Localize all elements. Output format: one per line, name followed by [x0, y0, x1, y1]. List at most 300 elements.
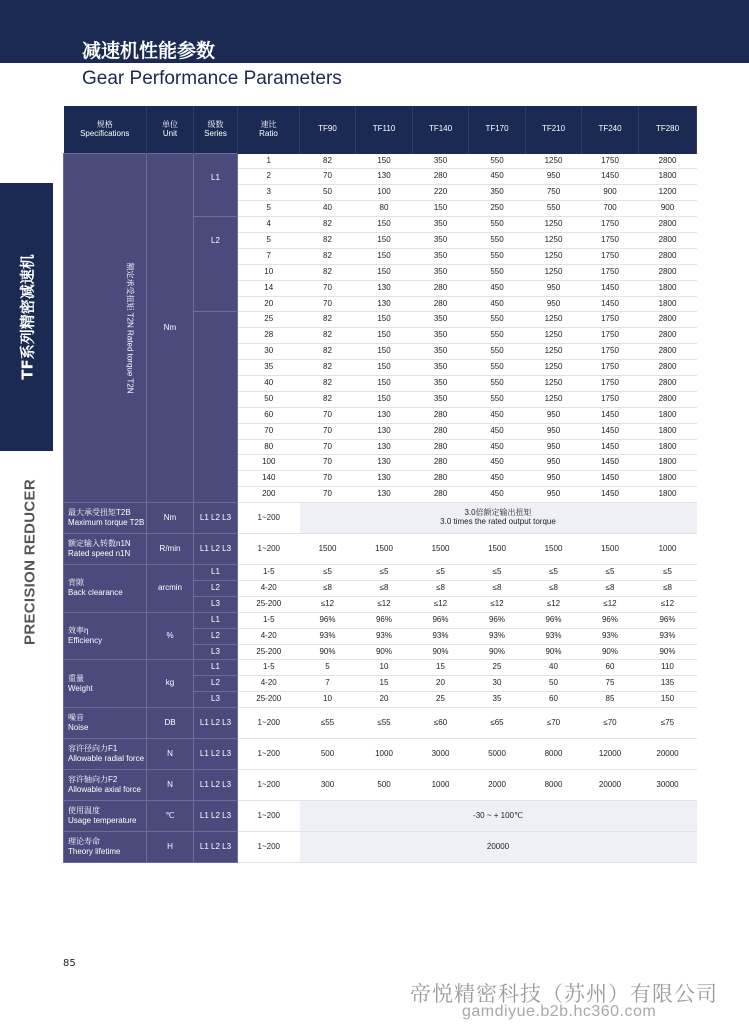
value-cell: ≤8 — [300, 580, 356, 596]
unit-cell: N — [147, 770, 194, 801]
value-cell: 450 — [469, 455, 526, 471]
value-cell: 82 — [300, 375, 356, 391]
series-cell: L3 — [194, 692, 238, 708]
value-cell: 82 — [300, 312, 356, 328]
header-model: TF280 — [639, 106, 697, 154]
value-cell: 350 — [413, 154, 469, 169]
row-label — [64, 770, 147, 801]
value-cell: 950 — [526, 280, 582, 296]
value-cell: 130 — [356, 280, 413, 296]
value-cell: 550 — [469, 328, 526, 344]
table-row — [64, 801, 697, 832]
value-cell: 90% — [356, 644, 413, 660]
value-cell: ≤12 — [300, 596, 356, 612]
series-cell: L1 L2 L3 — [194, 739, 238, 770]
value-cell: 130 — [356, 471, 413, 487]
value-cell: 2800 — [639, 217, 697, 233]
value-cell: 350 — [413, 391, 469, 407]
value-cell: 550 — [469, 248, 526, 264]
ratio-cell: 25-200 — [238, 596, 300, 612]
value-cell: 93% — [582, 628, 639, 644]
ratio-cell: 1~200 — [238, 770, 300, 801]
value-cell: 82 — [300, 248, 356, 264]
value-cell: 280 — [413, 471, 469, 487]
series-cell: L1 L2 L3 — [194, 832, 238, 863]
value-cell: 450 — [469, 296, 526, 312]
value-cell: 90% — [526, 644, 582, 660]
row-label-en: Maximum torque T2B — [68, 518, 145, 528]
value-cell: 82 — [300, 360, 356, 376]
value-cell: 40 — [300, 201, 356, 217]
value-cell: 96% — [356, 612, 413, 628]
header-spec: 规格 Specifications — [64, 106, 147, 154]
value-cell: 1500 — [526, 534, 582, 565]
ratio-cell: 25-200 — [238, 692, 300, 708]
value-cell: 900 — [582, 185, 639, 201]
value-cell: 550 — [469, 154, 526, 169]
value-cell: 450 — [469, 407, 526, 423]
value-cell: 350 — [413, 232, 469, 248]
value-cell: 93% — [413, 628, 469, 644]
value-cell: ≤65 — [469, 708, 526, 739]
value-cell: 8000 — [526, 739, 582, 770]
row-label — [64, 832, 147, 863]
value-cell: 150 — [639, 692, 697, 708]
row-label — [64, 565, 147, 613]
header-ratio: 速比 Ratio — [238, 106, 300, 154]
value-cell: 85 — [582, 692, 639, 708]
value-cell: ≤5 — [413, 565, 469, 581]
value-cell: 1800 — [639, 455, 697, 471]
series-cell: L1 — [194, 612, 238, 628]
value-cell: ≤8 — [639, 580, 697, 596]
value-cell: 1250 — [526, 312, 582, 328]
value-cell: 20000 — [639, 739, 697, 770]
value-cell: 220 — [413, 185, 469, 201]
value-cell: 1750 — [582, 248, 639, 264]
value-cell: 60 — [582, 660, 639, 676]
value-cell: 1250 — [526, 328, 582, 344]
value-cell: ≤55 — [356, 708, 413, 739]
value-cell: ≤12 — [413, 596, 469, 612]
value-cell: 15 — [356, 676, 413, 692]
row-label-en: Back clearance — [68, 588, 123, 598]
value-cell: 550 — [469, 375, 526, 391]
value-cell: 150 — [356, 248, 413, 264]
value-cell: 96% — [469, 612, 526, 628]
value-cell: 96% — [300, 612, 356, 628]
value-cell: 93% — [526, 628, 582, 644]
unit-cell: N — [147, 739, 194, 770]
value-cell: 350 — [413, 264, 469, 280]
row-label — [64, 612, 147, 660]
value-cell: 150 — [356, 264, 413, 280]
value-cell: 1250 — [526, 344, 582, 360]
value-cell: 450 — [469, 423, 526, 439]
row-label — [64, 708, 147, 739]
row-label-en: Theory lifetime — [68, 847, 121, 857]
value-cell: 1800 — [639, 423, 697, 439]
value-cell: 950 — [526, 471, 582, 487]
value-cell: 1800 — [639, 439, 697, 455]
ratio-cell: 5 — [238, 232, 300, 248]
row-label — [64, 503, 147, 534]
row-label-cn: 重量 — [68, 673, 84, 683]
value-cell: 2800 — [639, 312, 697, 328]
ratio-cell: 25 — [238, 312, 300, 328]
ratio-cell: 25-200 — [238, 644, 300, 660]
table-row — [64, 154, 697, 169]
value-cell: 90% — [300, 644, 356, 660]
value-cell: 150 — [356, 375, 413, 391]
row-label-en: Allowable radial force — [68, 754, 145, 764]
value-cell: 950 — [526, 487, 582, 503]
table-row — [64, 503, 697, 534]
value-cell: ≤75 — [639, 708, 697, 739]
value-cell: 40 — [526, 660, 582, 676]
value-cell: 450 — [469, 439, 526, 455]
header-model: TF110 — [356, 106, 413, 154]
ratio-cell: 5 — [238, 201, 300, 217]
ratio-cell: 60 — [238, 407, 300, 423]
value-cell: 93% — [356, 628, 413, 644]
value-cell: 2800 — [639, 154, 697, 169]
table-row — [64, 739, 697, 770]
value-cell: 70 — [300, 487, 356, 503]
value-cell: 1800 — [639, 296, 697, 312]
unit-cell: ℃ — [147, 801, 194, 832]
row-label-en: Allowable axial force — [68, 785, 141, 795]
value-cell: 150 — [356, 391, 413, 407]
row-label — [64, 534, 147, 565]
value-cell: 280 — [413, 296, 469, 312]
row-label-cn: 额定输入转数n1N — [68, 539, 131, 549]
value-cell: 93% — [639, 628, 697, 644]
value-cell: 900 — [639, 201, 697, 217]
value-cell: 5 — [300, 660, 356, 676]
rated-torque-label: 额定承受扭矩 T2N Rated torque T2N — [125, 262, 135, 394]
value-cell: 2800 — [639, 360, 697, 376]
value-cell: 350 — [413, 328, 469, 344]
ratio-cell: 20 — [238, 296, 300, 312]
value-cell: 70 — [300, 280, 356, 296]
row-label-cn: 效率η — [68, 626, 89, 636]
value-cell: 280 — [413, 169, 469, 185]
value-cell: 1450 — [582, 280, 639, 296]
header-series: 级数 Series — [194, 106, 238, 154]
value-cell: ≤5 — [639, 565, 697, 581]
value-cell: 20000 — [300, 832, 697, 863]
value-cell: 96% — [639, 612, 697, 628]
ratio-cell: 28 — [238, 328, 300, 344]
value-cell: 1250 — [526, 391, 582, 407]
ratio-cell: 1~200 — [238, 832, 300, 863]
series-cell: L2 — [194, 676, 238, 692]
value-cell: 500 — [300, 739, 356, 770]
value-cell: 130 — [356, 439, 413, 455]
value-cell: 70 — [300, 296, 356, 312]
value-cell: ≤12 — [526, 596, 582, 612]
value-cell: ≤8 — [582, 580, 639, 596]
value-cell: 550 — [469, 360, 526, 376]
value-cell: 130 — [356, 423, 413, 439]
value-cell: ≤8 — [413, 580, 469, 596]
header-model: TF210 — [526, 106, 582, 154]
watermark: gamdiyue.b2b.hc360.com — [462, 1003, 657, 1020]
value-cell: 1450 — [582, 487, 639, 503]
value-cell: 70 — [300, 455, 356, 471]
table-row — [64, 534, 697, 565]
value-cell: 280 — [413, 439, 469, 455]
value-cell: 2800 — [639, 232, 697, 248]
series-cell: L1 — [194, 154, 238, 217]
table-header-row — [64, 106, 697, 154]
value-cell: 80 — [356, 201, 413, 217]
series-cell: L1 L2 L3 — [194, 534, 238, 565]
page-title-en: Gear Performance Parameters — [82, 68, 342, 89]
value-cell: 350 — [413, 375, 469, 391]
company-name: 帝悦精密科技（苏州）有限公司 — [410, 982, 718, 1006]
header-model: TF140 — [413, 106, 469, 154]
value-cell: 1500 — [413, 534, 469, 565]
value-cell: 550 — [469, 232, 526, 248]
value-cell: ≤8 — [469, 580, 526, 596]
ratio-cell: 35 — [238, 360, 300, 376]
header-unit: 单位 Unit — [147, 106, 194, 154]
ratio-cell: 40 — [238, 375, 300, 391]
value-cell: 10 — [356, 660, 413, 676]
value-cell: 1000 — [413, 770, 469, 801]
value-cell — [300, 503, 697, 534]
value-cell: 450 — [469, 487, 526, 503]
ratio-cell: 1 — [238, 154, 300, 169]
ratio-cell: 14 — [238, 280, 300, 296]
value-cell: 1500 — [356, 534, 413, 565]
value-cell: 96% — [413, 612, 469, 628]
value-cell: 1450 — [582, 439, 639, 455]
value-cell: 1800 — [639, 487, 697, 503]
series-cell: L3 — [194, 644, 238, 660]
value-cell: 1750 — [582, 154, 639, 169]
value-cell: 2800 — [639, 264, 697, 280]
series-cell: L1 L2 L3 — [194, 708, 238, 739]
value-cell: 1250 — [526, 360, 582, 376]
value-cell: 25 — [469, 660, 526, 676]
ratio-cell: 1-5 — [238, 565, 300, 581]
series-cell: L2 — [194, 580, 238, 596]
value-cell: 25 — [413, 692, 469, 708]
row-label — [64, 660, 147, 708]
value-cell: 550 — [469, 344, 526, 360]
value-cell: ≤5 — [300, 565, 356, 581]
value-cell: 50 — [300, 185, 356, 201]
row-label-cn: 容许轴向力F2 — [68, 775, 118, 785]
value-cell: 2800 — [639, 391, 697, 407]
value-cell: 2800 — [639, 328, 697, 344]
value-cell: 950 — [526, 169, 582, 185]
table-row — [64, 565, 697, 581]
value-cell: 1500 — [300, 534, 356, 565]
row-label-cn: 容许径向力F1 — [68, 744, 118, 754]
ratio-cell: 1~200 — [238, 708, 300, 739]
value-cell: 350 — [469, 185, 526, 201]
value-cell: 1800 — [639, 407, 697, 423]
value-cell: 350 — [413, 344, 469, 360]
table-row — [64, 708, 697, 739]
value-cell: 8000 — [526, 770, 582, 801]
value-cell: 280 — [413, 280, 469, 296]
value-cell: 150 — [356, 217, 413, 233]
value-cell: 82 — [300, 264, 356, 280]
value-cell: 82 — [300, 344, 356, 360]
value-cell: 1250 — [526, 232, 582, 248]
max-torque-value-en: 3.0 times the rated output torque — [440, 517, 556, 527]
ratio-cell: 10 — [238, 264, 300, 280]
value-cell: 1000 — [639, 534, 697, 565]
value-cell: 1450 — [582, 407, 639, 423]
value-cell: 150 — [356, 328, 413, 344]
value-cell: 750 — [526, 185, 582, 201]
value-cell: 250 — [469, 201, 526, 217]
value-cell: 950 — [526, 423, 582, 439]
row-label-cn: 噪音 — [68, 713, 84, 723]
value-cell: 350 — [413, 248, 469, 264]
value-cell: ≤55 — [300, 708, 356, 739]
value-cell: 50 — [526, 676, 582, 692]
value-cell: 950 — [526, 439, 582, 455]
value-cell: 1800 — [639, 280, 697, 296]
value-cell: 130 — [356, 169, 413, 185]
value-cell: ≤8 — [356, 580, 413, 596]
value-cell: 150 — [356, 344, 413, 360]
value-cell: 82 — [300, 391, 356, 407]
value-cell: 1750 — [582, 264, 639, 280]
value-cell: 82 — [300, 217, 356, 233]
value-cell: ≤12 — [639, 596, 697, 612]
unit-cell: % — [147, 612, 194, 660]
value-cell: ≤8 — [526, 580, 582, 596]
series-cell: L3 — [194, 596, 238, 612]
ratio-cell: 80 — [238, 439, 300, 455]
series-cell: L1 L2 L3 — [194, 770, 238, 801]
value-cell: ≤12 — [356, 596, 413, 612]
value-cell: 7 — [300, 676, 356, 692]
header-model: TF240 — [582, 106, 639, 154]
ratio-cell: 70 — [238, 423, 300, 439]
value-cell: 350 — [413, 312, 469, 328]
row-label-cn: 理论寿命 — [68, 837, 100, 847]
value-cell: 82 — [300, 154, 356, 169]
value-cell: 550 — [469, 391, 526, 407]
value-cell: 150 — [356, 312, 413, 328]
value-cell: 150 — [413, 201, 469, 217]
value-cell: 96% — [526, 612, 582, 628]
value-cell: 1750 — [582, 344, 639, 360]
ratio-cell: 1~200 — [238, 534, 300, 565]
value-cell: 1450 — [582, 169, 639, 185]
value-cell: 2000 — [469, 770, 526, 801]
series-cell: L1 — [194, 660, 238, 676]
row-label — [64, 801, 147, 832]
value-cell: 93% — [300, 628, 356, 644]
ratio-cell: 30 — [238, 344, 300, 360]
unit-cell: DB — [147, 708, 194, 739]
value-cell: 300 — [300, 770, 356, 801]
ratio-cell: 4 — [238, 217, 300, 233]
series-cell: L2 — [194, 628, 238, 644]
row-label-rated-torque — [64, 154, 147, 503]
series-cell: L1 L2 L3 — [194, 503, 238, 534]
value-cell: 1250 — [526, 248, 582, 264]
value-cell: 70 — [300, 471, 356, 487]
side-title-en: PRECISION REDUCER — [21, 479, 39, 645]
ratio-cell: 1-5 — [238, 612, 300, 628]
value-cell: 90% — [639, 644, 697, 660]
value-cell: 110 — [639, 660, 697, 676]
value-cell: 1450 — [582, 423, 639, 439]
value-cell: ≤12 — [582, 596, 639, 612]
value-cell: 5000 — [469, 739, 526, 770]
ratio-cell: 1~200 — [238, 801, 300, 832]
value-cell: 700 — [582, 201, 639, 217]
series-cell — [194, 312, 238, 503]
side-title-cn: TF系列精密减速机 — [18, 254, 37, 380]
value-cell: 3000 — [413, 739, 469, 770]
table-row — [64, 832, 697, 863]
value-cell: 90% — [413, 644, 469, 660]
value-cell: 150 — [356, 232, 413, 248]
value-cell: 950 — [526, 455, 582, 471]
ratio-cell: 1~200 — [238, 739, 300, 770]
value-cell: 550 — [469, 312, 526, 328]
row-label-cn: 背隙 — [68, 578, 84, 588]
ratio-cell: 3 — [238, 185, 300, 201]
ratio-cell: 2 — [238, 169, 300, 185]
value-cell: ≤12 — [469, 596, 526, 612]
value-cell: 1500 — [469, 534, 526, 565]
unit-cell: R/min — [147, 534, 194, 565]
value-cell: 500 — [356, 770, 413, 801]
value-cell: ≤5 — [469, 565, 526, 581]
value-cell: 550 — [469, 264, 526, 280]
row-label-en: Noise — [68, 723, 89, 733]
value-cell: 1200 — [639, 185, 697, 201]
value-cell: 93% — [469, 628, 526, 644]
value-cell: ≤5 — [526, 565, 582, 581]
value-cell: 20 — [356, 692, 413, 708]
value-cell: 130 — [356, 487, 413, 503]
ratio-cell: 50 — [238, 391, 300, 407]
value-cell: 1750 — [582, 391, 639, 407]
series-cell: L1 L2 L3 — [194, 801, 238, 832]
value-cell: 350 — [413, 217, 469, 233]
value-cell: 35 — [469, 692, 526, 708]
value-cell: 130 — [356, 296, 413, 312]
value-cell: 280 — [413, 455, 469, 471]
row-label-cn: 最大承受扭矩T2B — [68, 508, 131, 518]
unit-cell: Nm — [147, 503, 194, 534]
header-model: TF170 — [469, 106, 526, 154]
value-cell: 1250 — [526, 375, 582, 391]
ratio-cell: 1~200 — [238, 503, 300, 534]
value-cell: 1750 — [582, 232, 639, 248]
series-cell: L1 — [194, 565, 238, 581]
value-cell: 2800 — [639, 375, 697, 391]
page-title-cn: 减速机性能参数 — [82, 40, 216, 62]
value-cell: 75 — [582, 676, 639, 692]
value-cell: 70 — [300, 423, 356, 439]
value-cell: 130 — [356, 407, 413, 423]
